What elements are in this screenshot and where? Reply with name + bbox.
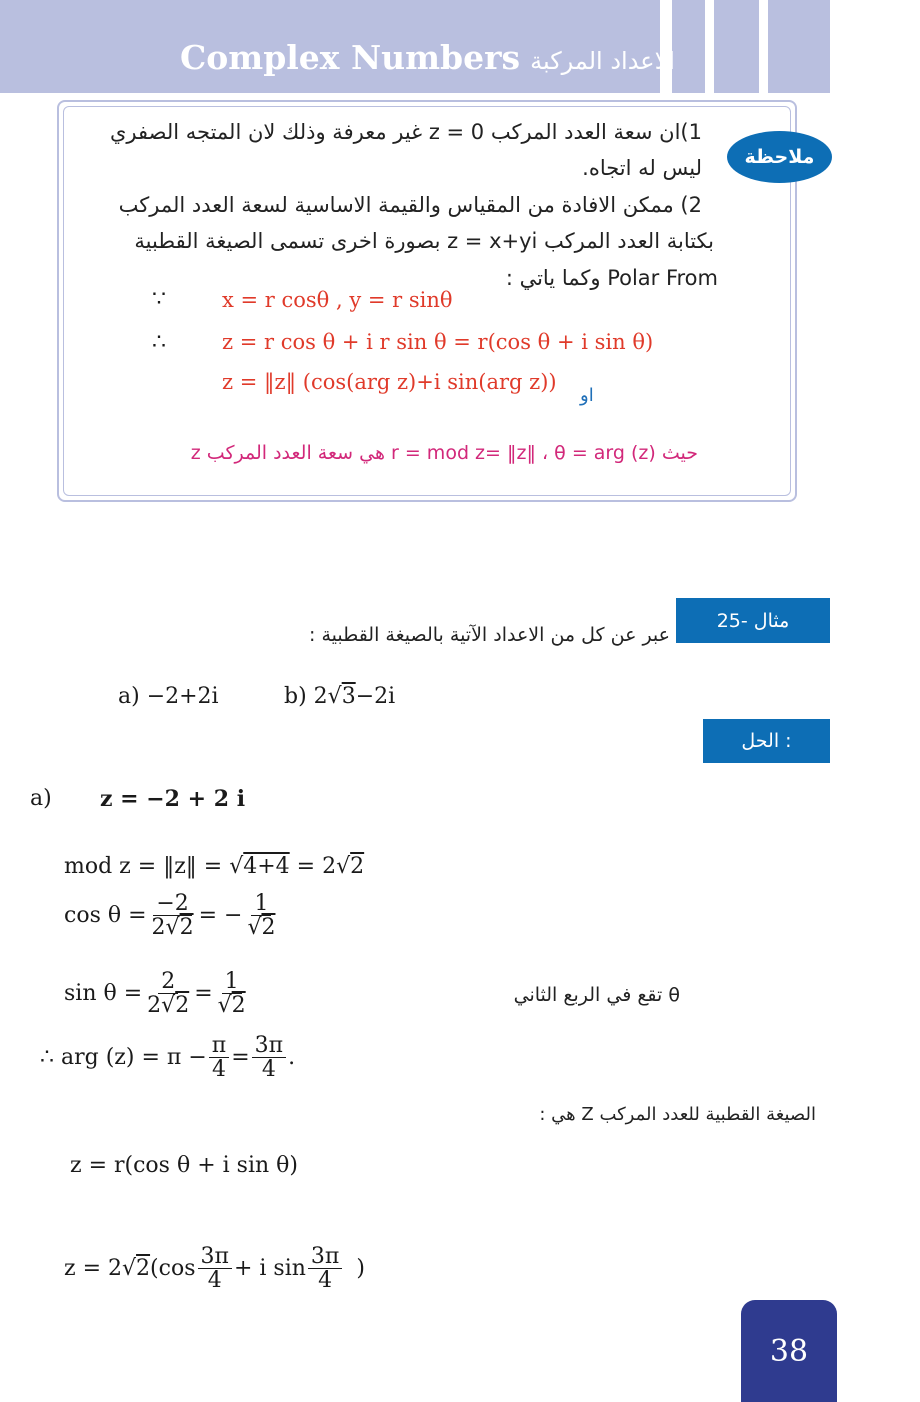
note-line-5: Polar From وكما ياتي :: [505, 266, 718, 290]
cos-line: [64, 892, 280, 939]
page-number: 38: [741, 1300, 837, 1402]
arg-fraction-2: [252, 1034, 286, 1081]
note-line-4: بكتابة العدد المركب z = x+yi بصورة اخرى تسمى الصيغة القطبية: [134, 229, 714, 253]
mod-root: 4+4: [243, 854, 290, 879]
arg-numerator-2: 3π: [252, 1034, 286, 1058]
modulus-argument-equation: z = ‖z‖ (cos(arg z)+i sin(arg z)): [222, 370, 557, 394]
sin-fraction-2: [215, 970, 249, 1017]
example-part-a: a) −2+2i: [118, 684, 219, 709]
header-stripe: [768, 0, 830, 93]
modulus-line: mod z = ‖z‖ = √4+4 = 2√2: [64, 854, 365, 879]
polar-general-equation: z = r(cos θ + i sin θ): [70, 1153, 298, 1178]
header-stripe: [672, 0, 705, 93]
polar-form-note: الصيغة القطبية للعدد المركب Z هي :: [539, 1104, 816, 1125]
title-arabic: الاعداد المركبة: [530, 47, 675, 75]
cos-fraction-2: [244, 892, 278, 939]
cos-numerator: −2: [153, 892, 191, 916]
arg-eq: =: [231, 1045, 250, 1071]
final-polar-equation: z = 2 √ 2 (cos $\frac{3\pi}{4}$ + i sin $\frac{3\pi}{4}$ ): [64, 1244, 365, 1294]
header-stripe: [714, 0, 759, 93]
therefore-equation: z = r cos θ + i r sin θ = r(cos θ + i sin θ): [222, 330, 654, 354]
example-prompt: عبر عن كل من الاعداد الآتية بالصيغة القطبية :: [309, 624, 670, 646]
arg-prefix: ∴ arg (z) = π −: [40, 1045, 207, 1071]
final-root: 2: [136, 1256, 151, 1282]
argument-line: [40, 1034, 295, 1081]
sin-fraction: [144, 970, 192, 1017]
solution-a-equation: z = −2 + 2 i: [100, 786, 246, 812]
page-title: [180, 38, 675, 77]
final-fraction-1: [198, 1245, 232, 1292]
part-b-prefix: b) 2: [284, 684, 328, 709]
quadrant-note: θ تقع في الربع الثاني: [513, 984, 680, 1006]
because-equation: x = r cosθ , y = r sinθ: [222, 288, 453, 312]
sin-line: [64, 970, 251, 1017]
mod-root2: 2: [350, 854, 365, 879]
example-part-b: b) 2√3−2i: [284, 684, 396, 709]
mod-result: = 2: [289, 854, 337, 879]
cos-den-root: 2: [179, 915, 194, 941]
final-mid: + i sin: [233, 1256, 306, 1282]
sin-den2-root: 2: [231, 993, 246, 1019]
cos-denominator-2: √2: [247, 915, 276, 941]
final-denominator-1: 4: [207, 1268, 222, 1294]
arg-end: .: [288, 1045, 296, 1071]
sin-denominator: 2√2: [147, 993, 190, 1019]
sin-den-pre: 2: [147, 993, 162, 1019]
solution-a-label: a): [30, 786, 52, 811]
because-symbol: ∵: [152, 287, 166, 312]
note-line-2: ليس له اتجاه.: [582, 156, 702, 180]
cos-denominator: 2√2: [151, 915, 194, 941]
sin-label: sin θ =: [64, 981, 143, 1007]
arg-denominator-2: 4: [261, 1057, 276, 1083]
sin-numerator-2: 1: [222, 970, 242, 994]
part-b-root: 3: [341, 684, 356, 709]
final-denominator-2: 4: [318, 1268, 333, 1294]
example-tab: مثال -25: [676, 598, 830, 643]
note-badge: ملاحظة: [727, 131, 832, 183]
cos-fraction: [149, 892, 197, 939]
sin-eq2: =: [194, 981, 213, 1007]
note-line-1: 1)ان سعة العدد المركب z = 0 غير معرفة وذلك لان المتجه الصفري: [110, 120, 702, 144]
cos-numerator-2: 1: [251, 892, 271, 916]
final-prefix: z = 2: [64, 1256, 123, 1282]
final-fraction-2: [308, 1245, 342, 1292]
mod-prefix: mod z = ‖z‖ =: [64, 854, 230, 879]
sin-den-root: 2: [175, 993, 190, 1019]
where-line: حيث r = mod z= ‖z‖ ، θ = arg (z) هي سعة العدد المركب z: [190, 442, 698, 464]
solution-tab: الحل :: [703, 719, 830, 763]
cos-den2-root: 2: [261, 915, 276, 941]
final-end: ): [356, 1256, 365, 1282]
sin-numerator: 2: [158, 970, 178, 994]
arg-fraction: [209, 1034, 229, 1081]
arg-denominator: 4: [212, 1057, 226, 1083]
therefore-symbol: ∴: [152, 330, 166, 355]
sin-denominator-2: √2: [217, 993, 246, 1019]
final-numerator-2: 3π: [308, 1245, 342, 1269]
final-cos: (cos: [150, 1256, 196, 1282]
part-b-suffix: −2i: [355, 684, 396, 709]
or-word: او: [580, 385, 594, 406]
arg-numerator: π: [209, 1034, 229, 1058]
cos-label: cos θ =: [64, 903, 147, 929]
title-english: Complex Numbers: [180, 38, 521, 77]
cos-den-pre: 2: [151, 915, 166, 941]
note-line-3: 2) ممكن الافادة من المقياس والقيمة الاساسية لسعة العدد المركب: [118, 193, 702, 217]
final-numerator-1: 3π: [198, 1245, 232, 1269]
cos-eq2: = −: [198, 903, 243, 929]
